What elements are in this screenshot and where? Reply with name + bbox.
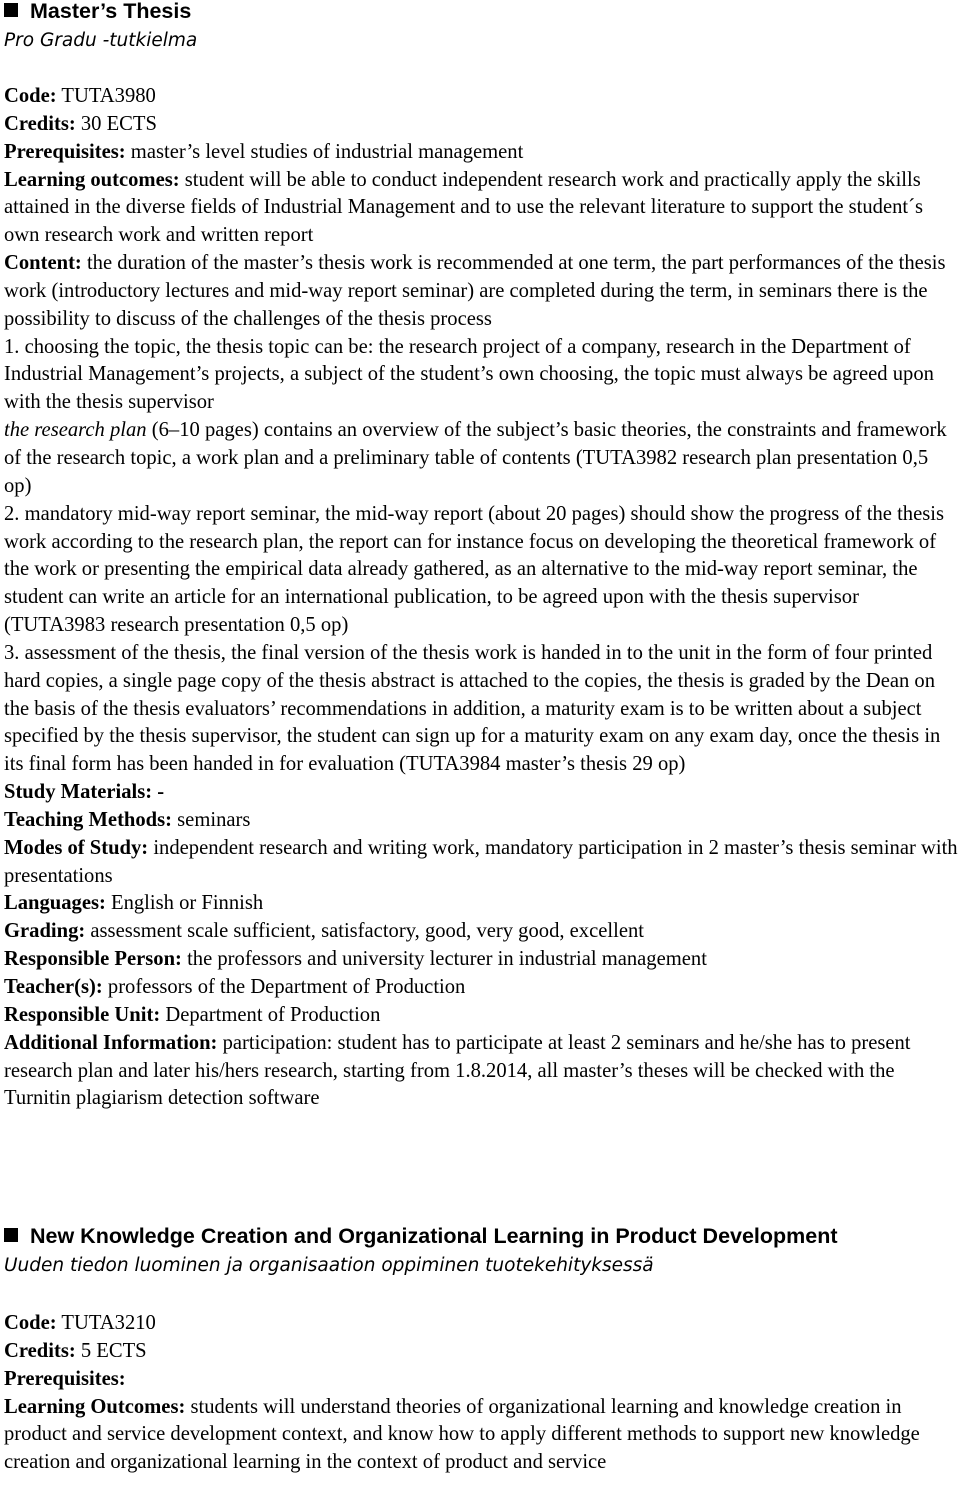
course-subtitle: Uuden tiedon luominen ja organisaation oppiminen tuotekehityksessä [4,1255,654,1276]
course-masters-thesis [4,0,958,1113]
course-fields [4,83,958,1113]
learning-outcomes-field: Learning outcomes: student will be able to conduct independent research work and practically apply the skills attained in the diverse fields of Industrial Management and to use the relevant literature to support the student´s own research work and written report [4,168,924,247]
responsible-unit-field: Responsible Unit: Department of Production [4,1003,381,1026]
prerequisites-field: Prerequisites: [4,1367,126,1390]
course-knowledge-creation [4,1222,958,1477]
learning-outcomes-field: Learning Outcomes: students will understand theories of organizational learning and knowledge creation in product and service development context, and know how to apply different methods to support new knowledge creation and organizational learning in the context of product and service [4,1395,920,1474]
square-bullet-icon [4,1228,18,1242]
credits-field: Credits: 5 ECTS [4,1339,147,1362]
credits-field: Credits: 30 ECTS [4,112,157,135]
course-fields [4,1310,958,1477]
course-title: Master’s Thesis [4,0,958,26]
square-bullet-icon [4,3,18,17]
teachers-field: Teacher(s): professors of the Department of Production [4,976,466,998]
course-subtitle: Pro Gradu -tutkielma [4,30,198,51]
course-title: New Knowledge Creation and Organizational Learning in Product Development [4,1222,958,1251]
code-field: Code: TUTA3210 [4,1312,156,1334]
prerequisites-field: Prerequisites: master’s level studies of industrial management [4,140,524,163]
languages-field: Languages: English or Finnish [4,892,264,915]
study-materials-field: Study Materials: - [4,781,165,804]
teaching-methods-field: Teaching Methods: seminars [4,808,251,831]
additional-information-field: Additional Information: participation: student has to participate at least 2 seminars and he/she has to present research plan and later his/hers research, starting from 1.8.2014, all master’s theses will be checked with the Turnitin plagiarism detection software [4,1031,911,1110]
content-step-3: 3. assessment of the thesis, the final version of the thesis work is handed in to the unit in the form of four printed hard copies, a single page copy of the thesis abstract is attached to the copies, the thesis is graded by the Dean on the basis of the thesis evaluators’ recommendations in addition, a maturity exam is to be written about a subject specified by the thesis supervisor, the student can sign up for a maturity exam on any exam day, once the thesis in its final form has been handed in for evaluation (TUTA3984 master’s thesis 29 op) [4,641,941,776]
content-step-2: 2. mandatory mid-way report seminar, the mid-way report (about 20 pages) should show the progress of the thesis work according to the research plan, the report can for instance focus on developing the theoretical framework of the work or presenting the empirical data already gathered, as an alternative to the mid-way report seminar, the student can write an article for an international publication, to be agreed upon with the thesis supervisor (TUTA3983 research presentation 0,5 op) [4,502,944,637]
code-field: Code: TUTA3980 [4,85,156,107]
content-field: Content: the duration of the master’s thesis work is recommended at one term, the part performances of the thesis work (introductory lectures and mid-way report seminar) are completed during the term, in seminars there is the possibility to discuss of the challenges of the thesis process [4,252,946,330]
content-research-plan: the research plan (6–10 pages) contains an overview of the subject’s basic theories, the constraints and framework of the research topic, a work plan and a preliminary table of contents (TUTA3982 research plan presentation 0,5 op) [4,419,947,497]
responsible-person-field: Responsible Person: the professors and university lecturer in industrial management [4,948,707,971]
modes-of-study-field: Modes of Study: independent research and writing work, mandatory participation in 2 master’s thesis seminar with presentations [4,836,958,887]
grading-field: Grading: assessment scale sufficient, satisfactory, good, very good, excellent [4,920,644,943]
content-step-1: 1. choosing the topic, the thesis topic can be: the research project of a company, research in the Department of Industrial Management’s projects, a subject of the student’s own choosing, the topic must always be agreed upon with the thesis supervisor [4,335,934,414]
